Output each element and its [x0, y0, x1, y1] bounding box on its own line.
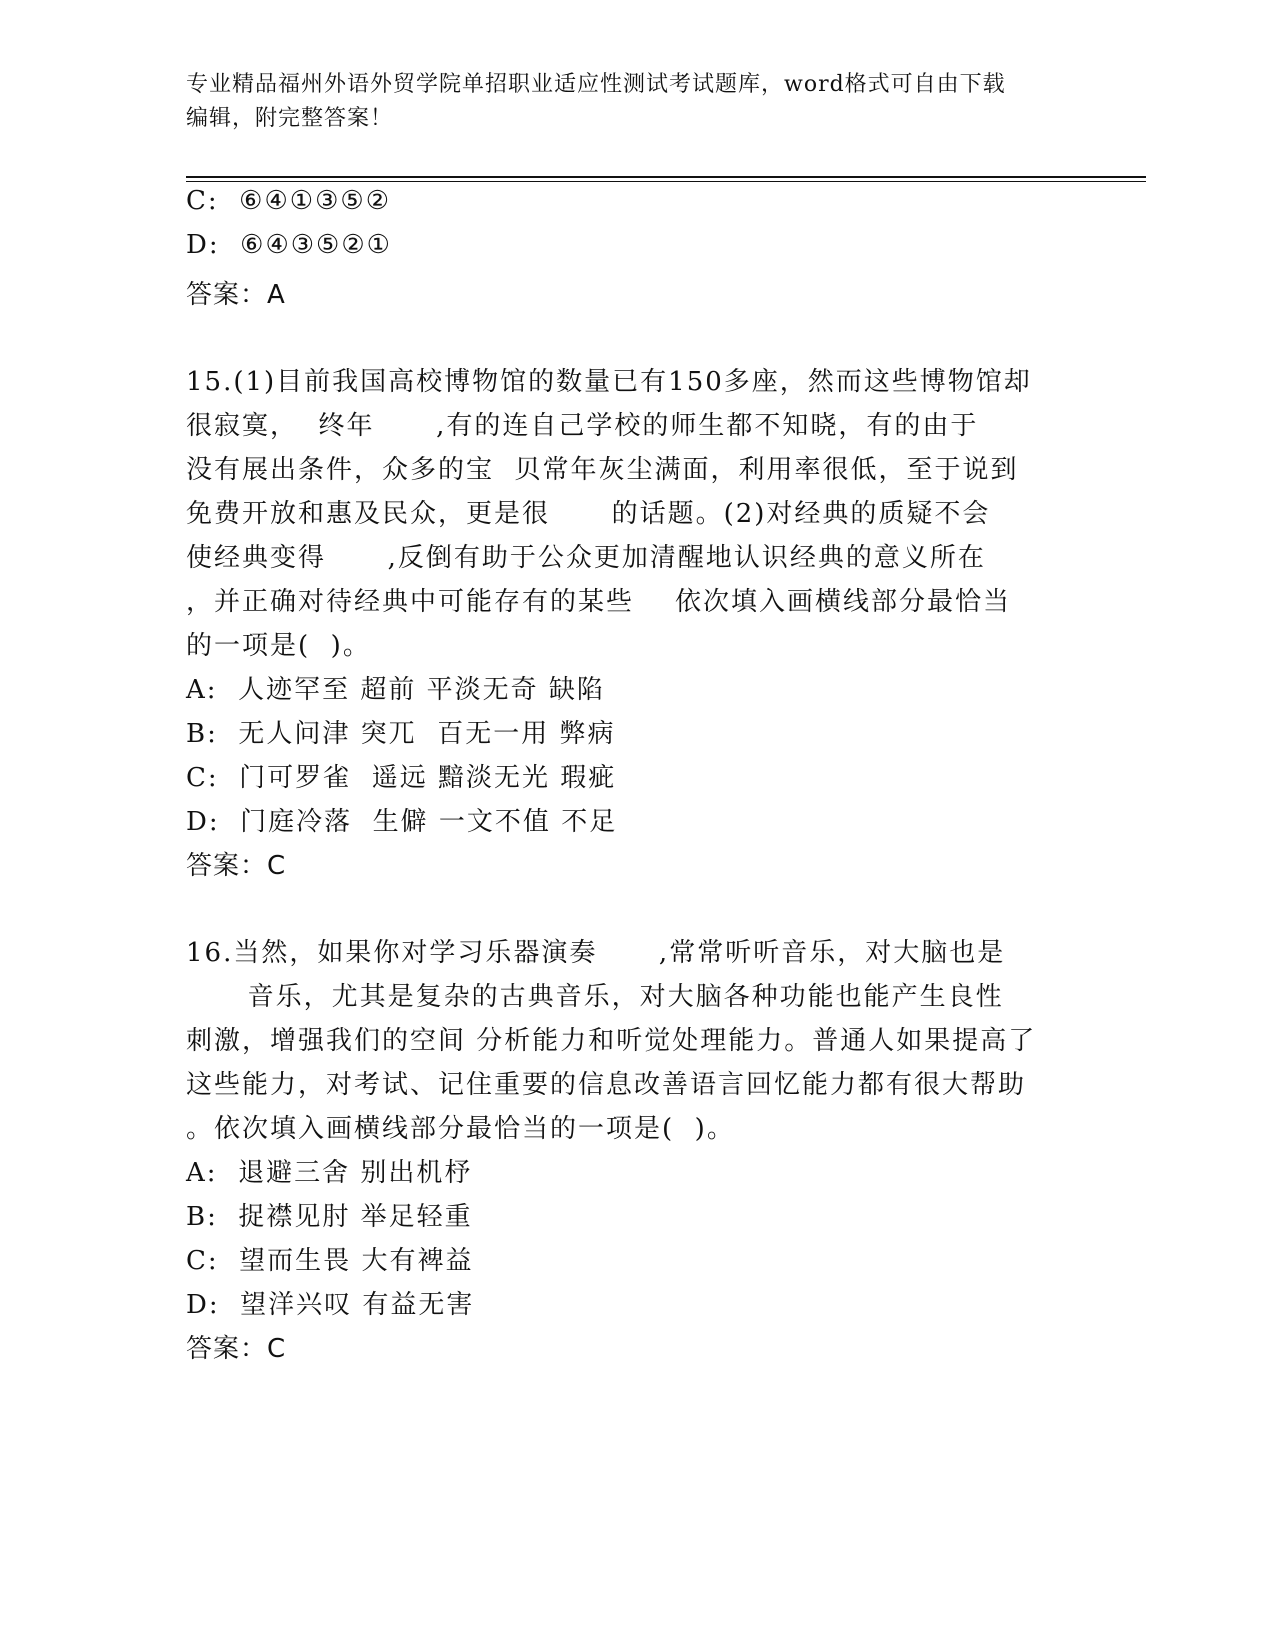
- q16-option-c: C: 望而生畏 大有裨益: [186, 1246, 474, 1276]
- q15-option-d: D: 门庭冷落 生僻 一文不值 不足: [186, 807, 618, 837]
- q15-line-6: ，并正确对待经典中可能存有的某些 依次填入画横线部分最恰当: [186, 587, 1012, 617]
- q15-option-b: B: 无人问津 突兀 百无一用 弊病: [186, 719, 616, 749]
- q16-line-1: 16.当然，如果你对学习乐器演奏 ,常常听听音乐，对大脑也是: [186, 938, 1006, 968]
- header-line-1: 专业精品福州外语外贸学院单招职业适应性测试考试题库，word格式可自由下载: [186, 72, 1006, 97]
- q15-option-a: A: 人迹罕至 超前 平淡无奇 缺陷: [186, 675, 605, 705]
- q16-line-4: 这些能力，对考试、记住重要的信息改善语言回忆能力都有很大帮助: [186, 1070, 1027, 1100]
- header-rule-thin: [186, 181, 1146, 182]
- q15-line-1: 15.(1)目前我国高校博物馆的数量已有150多座，然而这些博物馆却: [186, 367, 1032, 397]
- q16-option-d: D: 望洋兴叹 有益无害: [186, 1290, 475, 1320]
- q16-answer: 答案：C: [186, 1334, 287, 1364]
- q16-option-a: A: 退避三舍 别出机杼: [186, 1158, 473, 1188]
- q15-line-3: 没有展出条件，众多的宝 贝常年灰尘满面，利用率很低，至于说到: [186, 455, 1019, 485]
- q15-option-c: C: 门可罗雀 遥远 黯淡无光 瑕疵: [186, 763, 617, 793]
- q16-line-5: 。依次填入画横线部分最恰当的一项是( )。: [186, 1114, 735, 1144]
- header-rule: [186, 176, 1146, 178]
- q15-line-5: 使经典变得 ,反倒有助于公众更加清醒地认识经典的意义所在: [186, 543, 986, 573]
- q14-option-c: C: ⑥④①③⑤②: [186, 186, 392, 216]
- q15-line-2: 很寂寞， 终年 ,有的连自己学校的师生都不知晓，有的由于: [186, 411, 979, 441]
- q16-line-3: 刺激，增强我们的空间 分析能力和听觉处理能力。普通人如果提高了: [186, 1026, 1037, 1056]
- page-header: [186, 68, 1086, 136]
- header-line-2: 编辑，附完整答案！: [186, 106, 394, 131]
- q16-line-2: 音乐，尤其是复杂的古典音乐，对大脑各种功能也能产生良性: [186, 982, 1004, 1012]
- q15-line-4: 免费开放和惠及民众，更是很 的话题。(2)对经典的质疑不会: [186, 499, 991, 529]
- q15-answer: 答案：C: [186, 851, 287, 881]
- q14-answer: 答案：A: [186, 280, 286, 310]
- q14-option-d: D: ⑥④③⑤②①: [186, 230, 392, 260]
- q16-option-b: B: 捉襟见肘 举足轻重: [186, 1202, 473, 1232]
- q15-line-7: 的一项是( )。: [186, 631, 371, 661]
